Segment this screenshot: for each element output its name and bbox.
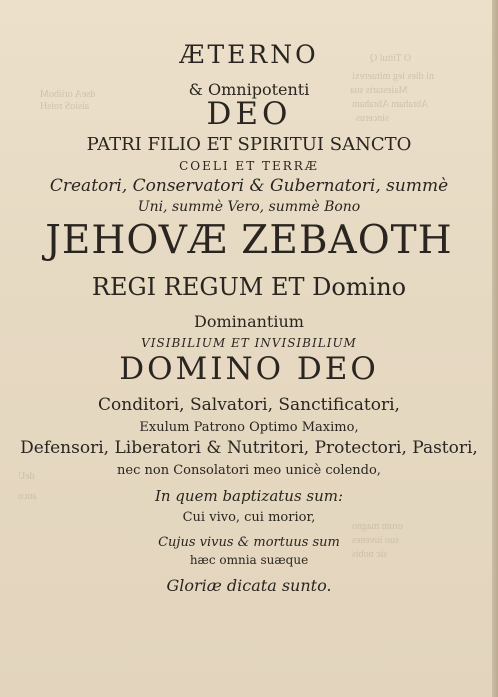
line-omnipotenti: & Omnipotenti xyxy=(188,80,310,99)
line-uni-vero-bono: Uni, summè Vero, summè Bono xyxy=(137,199,361,215)
line-consolatori: nec non Consolatori meo unicè colendo, xyxy=(117,463,381,478)
heading-jehovae-zebaoth: JEHOVÆ ZEBAOTH xyxy=(45,218,453,263)
line-cujus-vivus: Cujus vivus & mortuus sum xyxy=(158,535,340,550)
line-haec-omnia: hæc omnia suæque xyxy=(189,553,309,567)
line-regi-regum: REGI REGUM ET Domino xyxy=(91,273,407,301)
line-dominantium: Dominantium xyxy=(194,312,304,331)
show-through-text: O Tittul Q ni dies ieg mituerexi Maiestaris sua Abraham Abraham sincerus dseA oriiboM aisioS roisH deU auco orum magno suo iuvenes sic nobis xyxy=(18,53,434,560)
line-exulum-patrono: Exulum Patrono Optimo Maximo, xyxy=(139,420,359,435)
line-creatori: Creatori, Conservatori & Gubernatori, summè xyxy=(49,176,449,196)
line-patri-filio: PATRI FILIO ET SPIRITUI SANCTO xyxy=(86,134,412,155)
line-coeli-terrae: COELI ET TERRÆ xyxy=(179,159,319,173)
line-cui-vivo: Cui vivo, cui morior, xyxy=(182,510,316,525)
heading-aeterno: ÆTERNO xyxy=(179,40,319,69)
heading-deo: DEO xyxy=(206,96,292,132)
line-in-quem-baptizatus: In quem baptizatus sum: xyxy=(154,487,344,505)
line-defensori: Defensori, Liberatori & Nutritori, Protectori, Pastori, xyxy=(20,438,478,458)
page-edge xyxy=(492,0,498,697)
line-visibilium: VISIBILIUM ET INVISIBILIUM xyxy=(141,336,357,350)
line-conditori: Conditori, Salvatori, Sanctificatori, xyxy=(98,395,400,415)
heading-domino-deo: DOMINO DEO xyxy=(119,351,379,387)
line-gloriae-dicata: Gloriæ dicata sunto. xyxy=(166,576,332,595)
